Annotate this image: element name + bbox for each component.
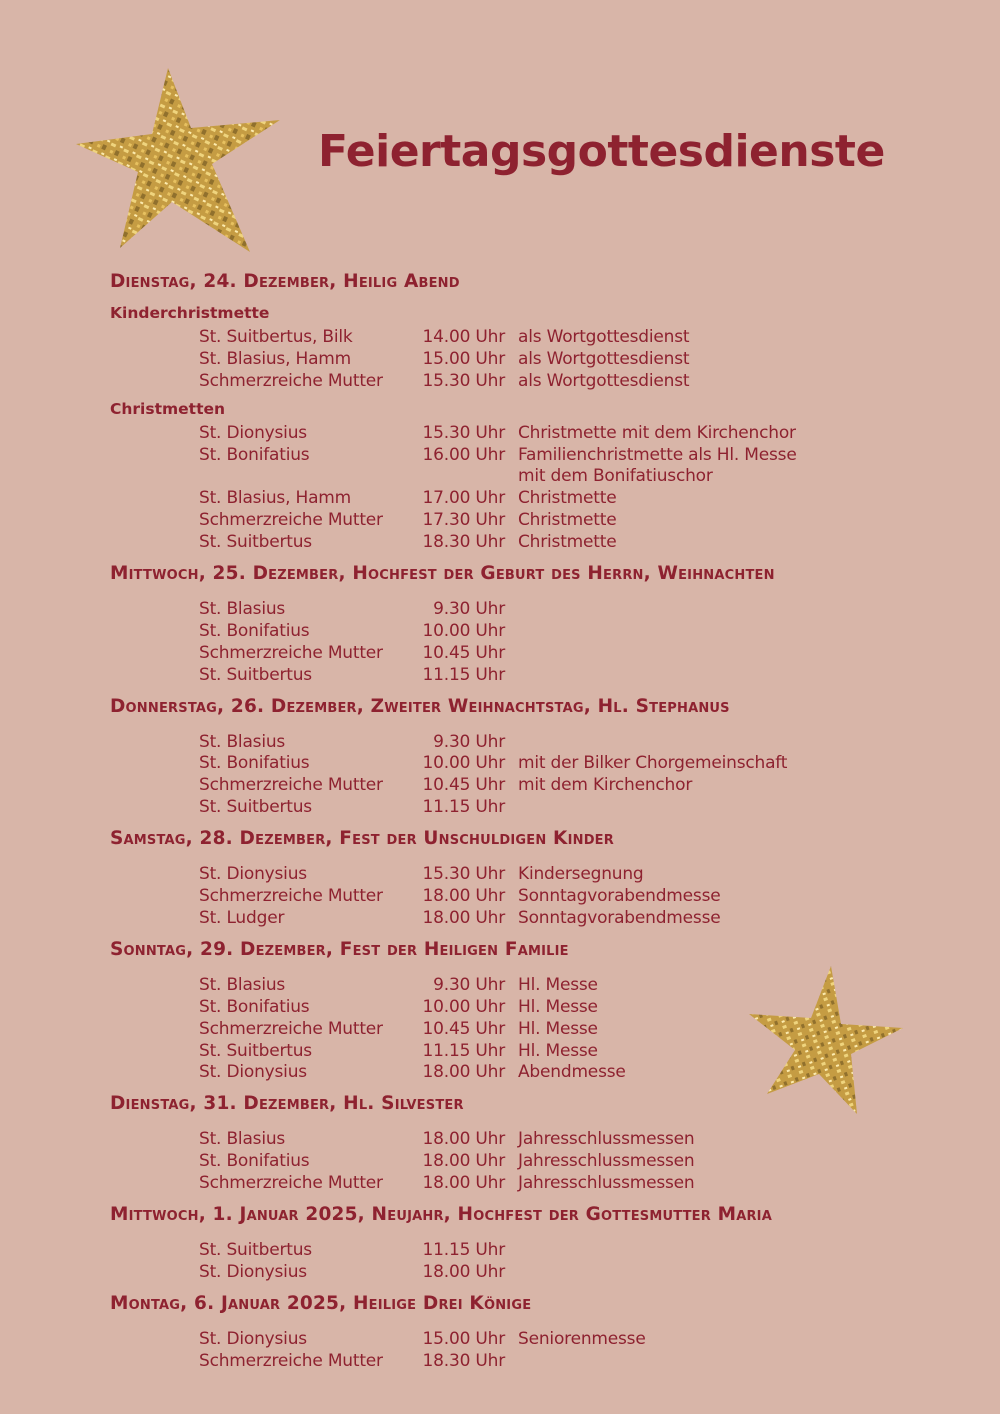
service-row xyxy=(110,643,970,665)
service-time: 11.15 Uhr xyxy=(422,797,505,818)
service-time: 18.00 Uhr xyxy=(422,1173,505,1194)
service-row xyxy=(110,532,970,554)
service-time: 17.00 Uhr xyxy=(422,488,505,509)
service-time: 10.45 Uhr xyxy=(422,1018,505,1039)
service-note: Christmette xyxy=(518,488,617,509)
service-time: 18.00 Uhr xyxy=(422,907,505,928)
service-note: mit dem Kirchenchor xyxy=(518,775,693,796)
service-time: 9.30 Uhr xyxy=(433,599,505,620)
service-note: Abendmesse xyxy=(518,1062,626,1083)
service-time: 18.00 Uhr xyxy=(422,1062,505,1083)
service-row xyxy=(110,1129,970,1151)
service-time: 14.00 Uhr xyxy=(422,327,505,347)
service-row xyxy=(110,1019,970,1041)
service-row xyxy=(110,732,970,754)
service-time: 15.30 Uhr xyxy=(422,422,505,443)
day-heading: Dienstag, 31. Dezember, Hl. Silvester xyxy=(110,1093,464,1115)
church-name: Schmerzreiche Mutter xyxy=(199,370,383,391)
service-row xyxy=(110,997,970,1019)
service-time: 18.30 Uhr xyxy=(422,532,505,553)
church-name: St. Dionysius xyxy=(199,864,307,885)
service-time: 15.30 Uhr xyxy=(422,370,505,391)
service-note: als Wortgottesdienst xyxy=(518,327,690,347)
church-name: Schmerzreiche Mutter xyxy=(199,886,383,907)
church-name: St. Suitbertus xyxy=(199,664,312,685)
service-note: Familienchristmette als Hl. Messe mit dem Bonifatiuschor xyxy=(518,444,797,487)
church-name: St. Dionysius xyxy=(199,1261,307,1282)
service-note: Hl. Messe xyxy=(518,996,598,1017)
church-name: St. Blasius xyxy=(199,731,286,752)
church-name: St. Suitbertus, Bilk xyxy=(199,327,353,347)
church-name: St. Blasius, Hamm xyxy=(199,488,352,509)
church-name: St. Bonifatius xyxy=(199,620,310,641)
service-note: als Wortgottesdienst xyxy=(518,370,690,391)
service-time: 11.15 Uhr xyxy=(422,1239,505,1260)
service-row xyxy=(110,975,970,997)
service-time: 9.30 Uhr xyxy=(433,731,505,752)
service-time: 10.45 Uhr xyxy=(422,642,505,663)
service-row xyxy=(110,753,970,775)
day-heading: Mittwoch, 25. Dezember, Hochfest der Geburt des Herrn, Weihnachten xyxy=(110,563,775,585)
service-row xyxy=(110,599,970,621)
service-row xyxy=(110,1041,970,1063)
page-title: Feiertagsgottesdienste xyxy=(318,126,885,177)
service-note: Jahresschlussmessen xyxy=(518,1173,695,1194)
service-subheading: Christmetten xyxy=(110,399,226,418)
church-name: St. Dionysius xyxy=(199,1062,307,1083)
service-row xyxy=(110,864,970,886)
service-note: Jahresschlussmessen xyxy=(518,1129,695,1150)
service-time: 15.00 Uhr xyxy=(422,348,505,369)
service-row xyxy=(110,510,970,532)
service-time: 18.00 Uhr xyxy=(422,886,505,907)
gold-star-icon xyxy=(72,60,284,265)
church-name: Schmerzreiche Mutter xyxy=(199,510,383,531)
service-time: 9.30 Uhr xyxy=(433,974,505,995)
service-time: 10.00 Uhr xyxy=(422,620,505,641)
service-row xyxy=(110,327,970,349)
service-row xyxy=(110,445,970,489)
church-name: St. Bonifatius xyxy=(199,1151,310,1172)
church-name: St. Bonifatius xyxy=(199,996,310,1017)
service-row xyxy=(110,886,970,908)
service-note: als Wortgottesdienst xyxy=(518,348,690,369)
service-subheading: Kinderchristmette xyxy=(110,304,270,322)
service-note: Hl. Messe xyxy=(518,974,598,995)
church-name: Schmerzreiche Mutter xyxy=(199,1018,383,1039)
church-name: St. Blasius xyxy=(199,599,286,620)
service-row xyxy=(110,1240,970,1262)
day-heading: Sonntag, 29. Dezember, Fest der Heiligen Familie xyxy=(110,938,569,960)
day-heading: Montag, 6. Januar 2025, Heilige Drei Könige xyxy=(110,1292,532,1314)
service-note: Sonntagvorabendmesse xyxy=(518,907,721,928)
church-name: Schmerzreiche Mutter xyxy=(199,642,383,663)
church-name: Schmerzreiche Mutter xyxy=(199,1173,383,1194)
service-note: Hl. Messe xyxy=(518,1018,598,1039)
service-row xyxy=(110,1151,970,1173)
service-time: 18.00 Uhr xyxy=(422,1129,505,1150)
service-time: 18.00 Uhr xyxy=(422,1151,505,1172)
service-row xyxy=(110,423,970,445)
service-row xyxy=(110,797,970,819)
service-note: mit der Bilker Chorgemeinschaft xyxy=(518,753,788,774)
service-time: 10.00 Uhr xyxy=(422,996,505,1017)
service-time: 11.15 Uhr xyxy=(422,664,505,685)
service-note: Christmette mit dem Kirchenchor xyxy=(518,422,796,443)
church-name: St. Suitbertus xyxy=(199,532,312,553)
service-row xyxy=(110,488,970,510)
church-name: St. Dionysius xyxy=(199,422,307,443)
church-name: Schmerzreiche Mutter xyxy=(199,1350,383,1371)
service-row xyxy=(110,1329,970,1351)
service-note: Hl. Messe xyxy=(518,1040,598,1061)
church-name: St. Bonifatius xyxy=(199,444,310,465)
service-note: Christmette xyxy=(518,510,617,531)
service-row xyxy=(110,349,970,371)
service-time: 10.00 Uhr xyxy=(422,753,505,774)
service-row xyxy=(110,908,970,930)
service-note: Sonntagvorabendmesse xyxy=(518,886,721,907)
service-time: 17.30 Uhr xyxy=(422,510,505,531)
day-heading: Samstag, 28. Dezember, Fest der Unschuldigen Kinder xyxy=(110,828,614,850)
church-name: St. Suitbertus xyxy=(199,1239,312,1260)
service-time: 16.00 Uhr xyxy=(422,444,505,465)
service-row xyxy=(110,371,970,393)
service-time: 18.30 Uhr xyxy=(422,1350,505,1371)
church-name: St. Blasius, Hamm xyxy=(199,348,352,369)
church-name: St. Dionysius xyxy=(199,1328,307,1349)
service-time: 15.30 Uhr xyxy=(422,864,505,885)
church-name: Schmerzreiche Mutter xyxy=(199,775,383,796)
church-name: St. Bonifatius xyxy=(199,753,310,774)
church-name: St. Suitbertus xyxy=(199,1040,312,1061)
church-name: St. Ludger xyxy=(199,907,285,928)
service-row xyxy=(110,665,970,687)
service-time: 18.00 Uhr xyxy=(422,1261,505,1282)
service-note: Seniorenmesse xyxy=(518,1328,646,1349)
church-name: St. Blasius xyxy=(199,974,286,995)
service-row xyxy=(110,1351,970,1373)
service-time: 15.00 Uhr xyxy=(422,1328,505,1349)
service-row xyxy=(110,1173,970,1195)
service-row xyxy=(110,1262,970,1284)
service-time: 10.45 Uhr xyxy=(422,775,505,796)
day-heading: Dienstag, 24. Dezember, Heilig Abend xyxy=(110,271,460,292)
day-heading: Donnerstag, 26. Dezember, Zweiter Weihnachtstag, Hl. Stephanus xyxy=(110,695,730,717)
church-name: St. Suitbertus xyxy=(199,797,312,818)
service-time: 11.15 Uhr xyxy=(422,1040,505,1061)
service-row xyxy=(110,1062,970,1084)
schedule xyxy=(110,264,970,1375)
service-row xyxy=(110,621,970,643)
service-note: Christmette xyxy=(518,532,617,553)
service-note: Jahresschlussmessen xyxy=(518,1151,695,1172)
service-row xyxy=(110,775,970,797)
day-heading: Mittwoch, 1. Januar 2025, Neujahr, Hochfest der Gottesmutter Maria xyxy=(110,1203,772,1225)
church-name: St. Blasius xyxy=(199,1129,286,1150)
service-note: Kindersegnung xyxy=(518,864,644,885)
